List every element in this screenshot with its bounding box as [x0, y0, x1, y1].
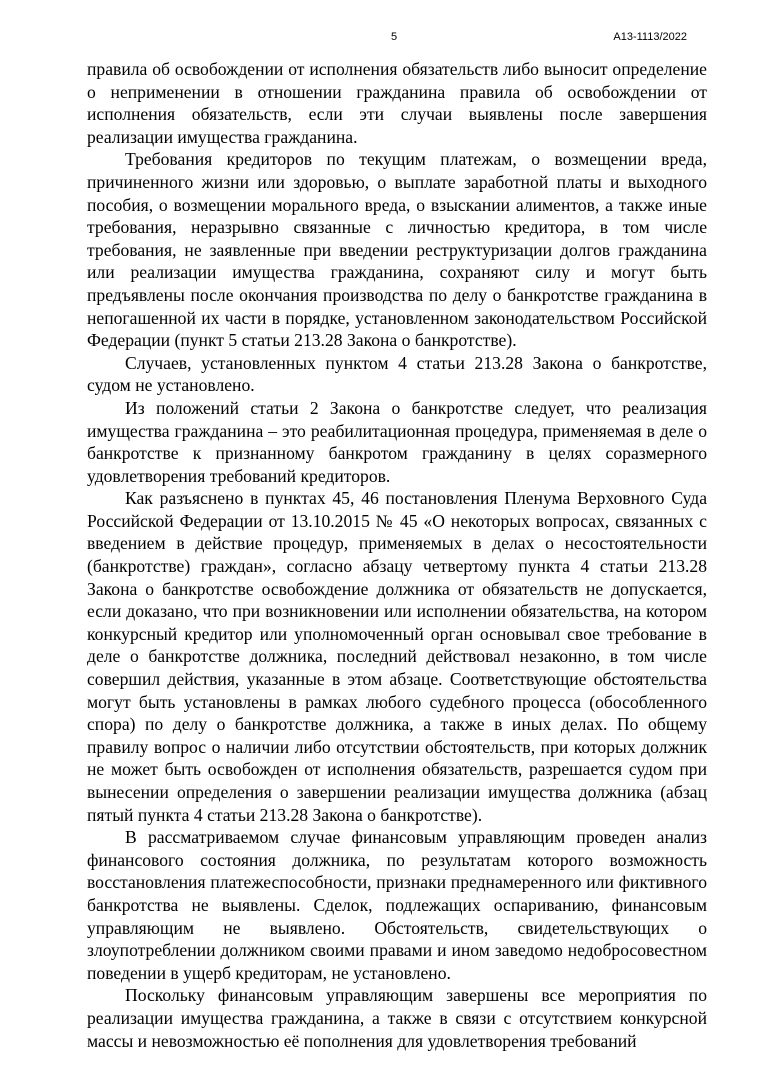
paragraph: Поскольку финансовым управляющим завершены все мероприятия по реализации имущества гражданина, а также в связи с отсутствием конкурсной массы и невозможностью её пополнения для удовлетворения требований: [87, 985, 707, 1051]
document-body: [87, 58, 707, 1052]
case-number: А13-1113/2022: [613, 31, 687, 43]
paragraph: Случаев, установленных пунктом 4 статьи 213.28 Закона о банкротстве, судом не установлено.: [87, 352, 707, 396]
paragraph: Как разъяснено в пунктах 45, 46 постановления Пленума Верховного Суда Российской Федерации от 13.10.2015 № 45 «О некоторых вопросах, связанных с введением в действие процедур, применяемых в делах о несостоятельности (банкротстве) граждан», согласно абзацу четвертому пункта 4 статьи 213.28 Закона о банкротстве освобождение должника от обязательств не допускается, если доказано, что при возникновении или исполнении обязательства, на котором конкурсный кредитор или уполномоченный орган основывал свое требование в деле о банкротстве должника, последний действовал незаконно, в том числе совершил действия, указанные в этом абзаце. Соответствующие обстоятельства могут быть установлены в рамках любого судебного процесса (обособленного спора) по делу о банкротстве должника, а также в иных делах. По общему правилу вопрос о наличии либо отсутствии обстоятельств, при которых должник не может быть освобожден от исполнения обязательств, разрешается судом при вынесении определения о завершении реализации имущества должника (абзац пятый пункта 4 статьи 213.28 Закона о банкротстве).: [87, 488, 707, 825]
paragraph: В рассматриваемом случае финансовым управляющим проведен анализ финансового состояния должника, по результатам которого возможность восстановления платежеспособности, признаки преднамеренного или фиктивного банкротства не выявлены. Сделок, подлежащих оспариванию, финансовым управляющим не выявлено. Обстоятельств, свидетельствующих о злоупотреблении должником своими правами и ином заведомо недобросовестном поведении в ущерб кредиторам, не установлено.: [87, 827, 707, 983]
page-number: 5: [391, 31, 398, 43]
paragraph: правила об освобождении от исполнения обязательств либо выносит определение о неприменении в отношении гражданина правила об освобождении от исполнения обязательств, если эти случаи выявлены после завершения реализации имущества гражданина.: [87, 59, 707, 147]
paragraph: Из положений статьи 2 Закона о банкротстве следует, что реализация имущества гражданина – это реабилитационная процедура, применяемая в деле о банкротстве к признанному банкротом гражданину в целях соразмерного удовлетворения требований кредиторов.: [87, 397, 707, 486]
paragraph: Требования кредиторов по текущим платежам, о возмещении вреда, причиненного жизни или здоровью, о выплате заработной платы и выходного пособия, о возмещении морального вреда, о взыскании алиментов, а также иные требования, неразрывно связанные с личностью кредитора, в том числе требования, не заявленные при введении реструктуризации долгов гражданина или реализации имущества гражданина, сохраняют силу и могут быть предъявлены после окончания производства по делу о банкротстве гражданина в непогашенной их части в порядке, установленном законодательством Российской Федерации (пункт 5 статьи 213.28 Закона о банкротстве).: [87, 149, 707, 351]
